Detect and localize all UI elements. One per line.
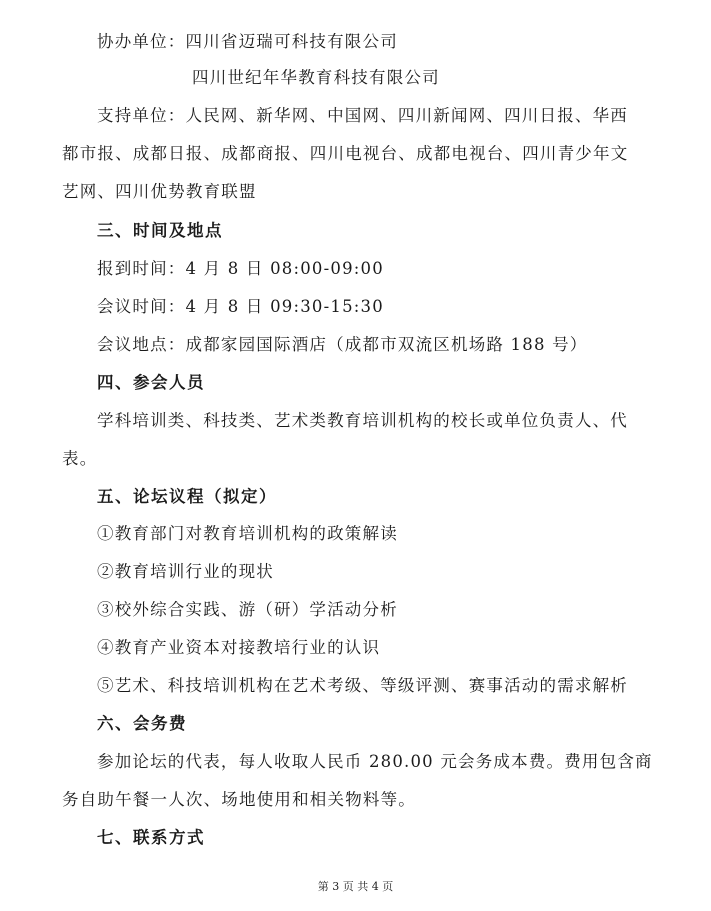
section5-heading: 五、论坛议程（拟定） (97, 487, 277, 506)
checkin-time: 报到时间：4 月 8 日 08:00-09:00 (97, 259, 384, 278)
section3-heading: 三、时间及地点 (97, 221, 223, 240)
section7-heading: 七、联系方式 (97, 828, 205, 847)
support-units-line2: 都市报、成都日报、成都商报、四川电视台、成都电视台、四川青少年文 (62, 144, 629, 163)
attendees-line2: 表。 (62, 449, 98, 468)
fee-line1: 参加论坛的代表，每人收取人民币 280.00 元会务成本费。费用包含商 (97, 752, 653, 771)
agenda-item: ②教育培训行业的现状 (97, 562, 274, 581)
section4-heading: 四、参会人员 (97, 373, 205, 392)
fee-line2: 务自助午餐一人次、场地使用和相关物料等。 (62, 790, 416, 809)
attendees-line1: 学科培训类、科技类、艺术类教育培训机构的校长或单位负责人、代 (97, 411, 628, 430)
agenda-item: ①教育部门对教育培训机构的政策解读 (97, 524, 398, 543)
support-units-line3: 艺网、四川优势教育联盟 (62, 182, 257, 201)
agenda-item: ④教育产业资本对接教培行业的认识 (97, 638, 381, 657)
co-organizer-line: 协办单位：四川省迈瑞可科技有限公司 (97, 32, 398, 51)
meeting-time: 会议时间：4 月 8 日 09:30-15:30 (97, 297, 384, 316)
agenda-item: ③校外综合实践、游（研）学活动分析 (97, 600, 398, 619)
section6-heading: 六、会务费 (97, 714, 187, 733)
agenda-item: ⑤艺术、科技培训机构在艺术考级、等级评测、赛事活动的需求解析 (97, 676, 628, 695)
co-organizer-second: 四川世纪年华教育科技有限公司 (192, 68, 440, 87)
page-number: 第 3 页 共 4 页 (317, 880, 394, 893)
meeting-venue: 会议地点：成都家园国际酒店（成都市双流区机场路 188 号） (97, 335, 588, 354)
support-units-line1: 支持单位：人民网、新华网、中国网、四川新闻网、四川日报、华西 (97, 106, 628, 125)
